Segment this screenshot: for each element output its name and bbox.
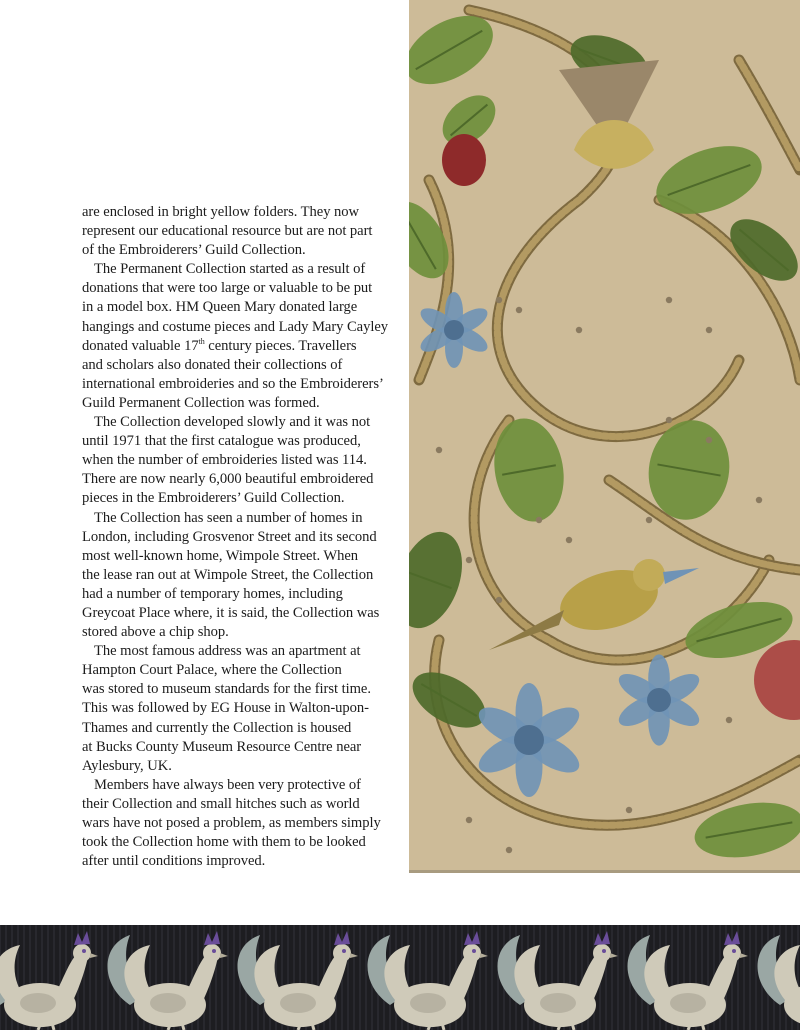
spangle <box>706 327 712 333</box>
flower-centre <box>514 725 544 755</box>
rooster-border-image <box>0 925 800 1030</box>
text-fragment: donated valuable 17 <box>82 337 199 354</box>
rooster-leg <box>702 1023 704 1030</box>
rooster-leg <box>182 1023 184 1030</box>
rooster-head <box>723 944 741 962</box>
paragraph <box>82 413 402 508</box>
rooster-eye <box>212 949 216 953</box>
spangle <box>646 517 652 523</box>
text-line: Thames and currently the Collection is housed <box>82 719 352 736</box>
rooster-leg <box>428 1025 430 1030</box>
text-line: donations that were too large or valuable to be put <box>82 280 373 297</box>
rooster-head <box>333 944 351 962</box>
spangle <box>726 717 732 723</box>
spangle <box>496 297 502 303</box>
text-line: The Collection developed slowly and it was not <box>94 414 371 431</box>
rooster-wing <box>410 993 446 1013</box>
rooster-head <box>463 944 481 962</box>
rooster-leg <box>52 1023 54 1030</box>
spangle <box>466 817 472 823</box>
text-line: in a model box. HM Queen Mary donated large <box>82 299 358 316</box>
paragraph <box>82 776 402 871</box>
bird-head <box>633 559 665 591</box>
flower-centre <box>647 688 671 712</box>
rooster-head <box>73 944 91 962</box>
rooster-eye <box>342 949 346 953</box>
rooster-eye <box>472 949 476 953</box>
rooster-eye <box>602 949 606 953</box>
text-line: was stored to museum standards for the first time. <box>82 681 371 698</box>
spangle <box>436 447 442 453</box>
spangle <box>536 517 542 523</box>
text-line: London, including Grosvenor Street and its second <box>82 528 377 545</box>
rooster-leg <box>688 1025 690 1030</box>
ordinal-superscript: th <box>198 336 205 346</box>
rooster-eye <box>82 949 86 953</box>
spangle <box>666 417 672 423</box>
rooster-wing <box>280 993 316 1013</box>
rooster-leg <box>558 1025 560 1030</box>
spangle <box>566 537 572 543</box>
paragraph <box>82 642 402 776</box>
rooster-leg <box>442 1023 444 1030</box>
red-berry <box>442 134 486 186</box>
spangle <box>626 807 632 813</box>
rooster-wing <box>150 993 186 1013</box>
spangle <box>666 297 672 303</box>
rooster-leg <box>38 1025 40 1030</box>
text-line: The Permanent Collection started as a result of <box>94 261 366 278</box>
text-line: This was followed by EG House in Walton-upon- <box>82 700 369 717</box>
text-line: pieces in the Embroiderers’ Guild Collection. <box>82 490 345 507</box>
text-line: after until conditions improved. <box>82 853 266 870</box>
rooster-leg <box>168 1025 170 1030</box>
text-line: represent our educational resource but are not part <box>82 223 373 240</box>
text-line: took the Collection home with them to be looked <box>82 834 366 851</box>
rooster-leg <box>312 1023 314 1030</box>
rooster-leg <box>298 1025 300 1030</box>
text-line: hangings and costume pieces and Lady Mary Cayley <box>82 318 389 335</box>
text-line: most well-known home, Wimpole Street. When <box>82 547 359 564</box>
flower-centre <box>444 320 464 340</box>
embroidery-image <box>409 0 800 873</box>
text-line: and scholars also donated their collections of <box>82 356 343 373</box>
text-line: are enclosed in bright yellow folders. They now <box>82 204 360 220</box>
text-line: Members have always been very protective of <box>94 776 361 793</box>
spangle <box>706 437 712 443</box>
text-line: of the Embroiderers’ Guild Collection. <box>82 242 306 259</box>
spangle <box>576 327 582 333</box>
text-line: There are now nearly 6,000 beautiful embroidered <box>82 471 374 488</box>
spangle <box>466 557 472 563</box>
paragraph <box>82 203 402 260</box>
rooster-leg <box>572 1023 574 1030</box>
text-line: international embroideries and so the Embroiderers’ <box>82 375 384 392</box>
text-line: The most famous address was an apartment at <box>94 643 361 660</box>
text-fragment: century pieces. Travellers <box>204 337 357 354</box>
spangle <box>506 847 512 853</box>
rooster-wing <box>540 993 576 1013</box>
paragraph <box>82 509 402 643</box>
text-line: wars have not posed a problem, as members simply <box>82 815 381 831</box>
text-line: when the number of embroideries listed was 114. <box>82 452 367 469</box>
text-line: at Bucks County Museum Resource Centre near <box>82 738 362 755</box>
text-line: The Collection has seen a number of homes in <box>94 509 363 526</box>
rooster-head <box>203 944 221 962</box>
text-line: Hampton Court Palace, where the Collection <box>82 662 342 679</box>
text-line: their Collection and small hitches such as world <box>82 795 360 812</box>
text-line <box>82 338 357 354</box>
text-line: until 1971 that the first catalogue was produced, <box>82 433 361 450</box>
article-text <box>82 203 402 871</box>
text-line: stored above a chip shop. <box>82 624 229 641</box>
rooster-eye <box>732 949 736 953</box>
text-line: the lease ran out at Wimpole Street, the Collection <box>82 566 374 583</box>
spangle <box>516 307 522 313</box>
spangle <box>496 597 502 603</box>
text-line: Greycoat Place where, it is said, the Collection was <box>82 604 380 621</box>
rooster-wing <box>20 993 56 1013</box>
rooster-head <box>593 944 611 962</box>
rooster-wing <box>670 993 706 1013</box>
spangle <box>756 497 762 503</box>
text-line: Aylesbury, UK. <box>82 757 172 774</box>
text-line: Guild Permanent Collection was formed. <box>82 394 320 411</box>
text-line: had a number of temporary homes, including <box>82 585 343 602</box>
paragraph <box>82 260 402 413</box>
